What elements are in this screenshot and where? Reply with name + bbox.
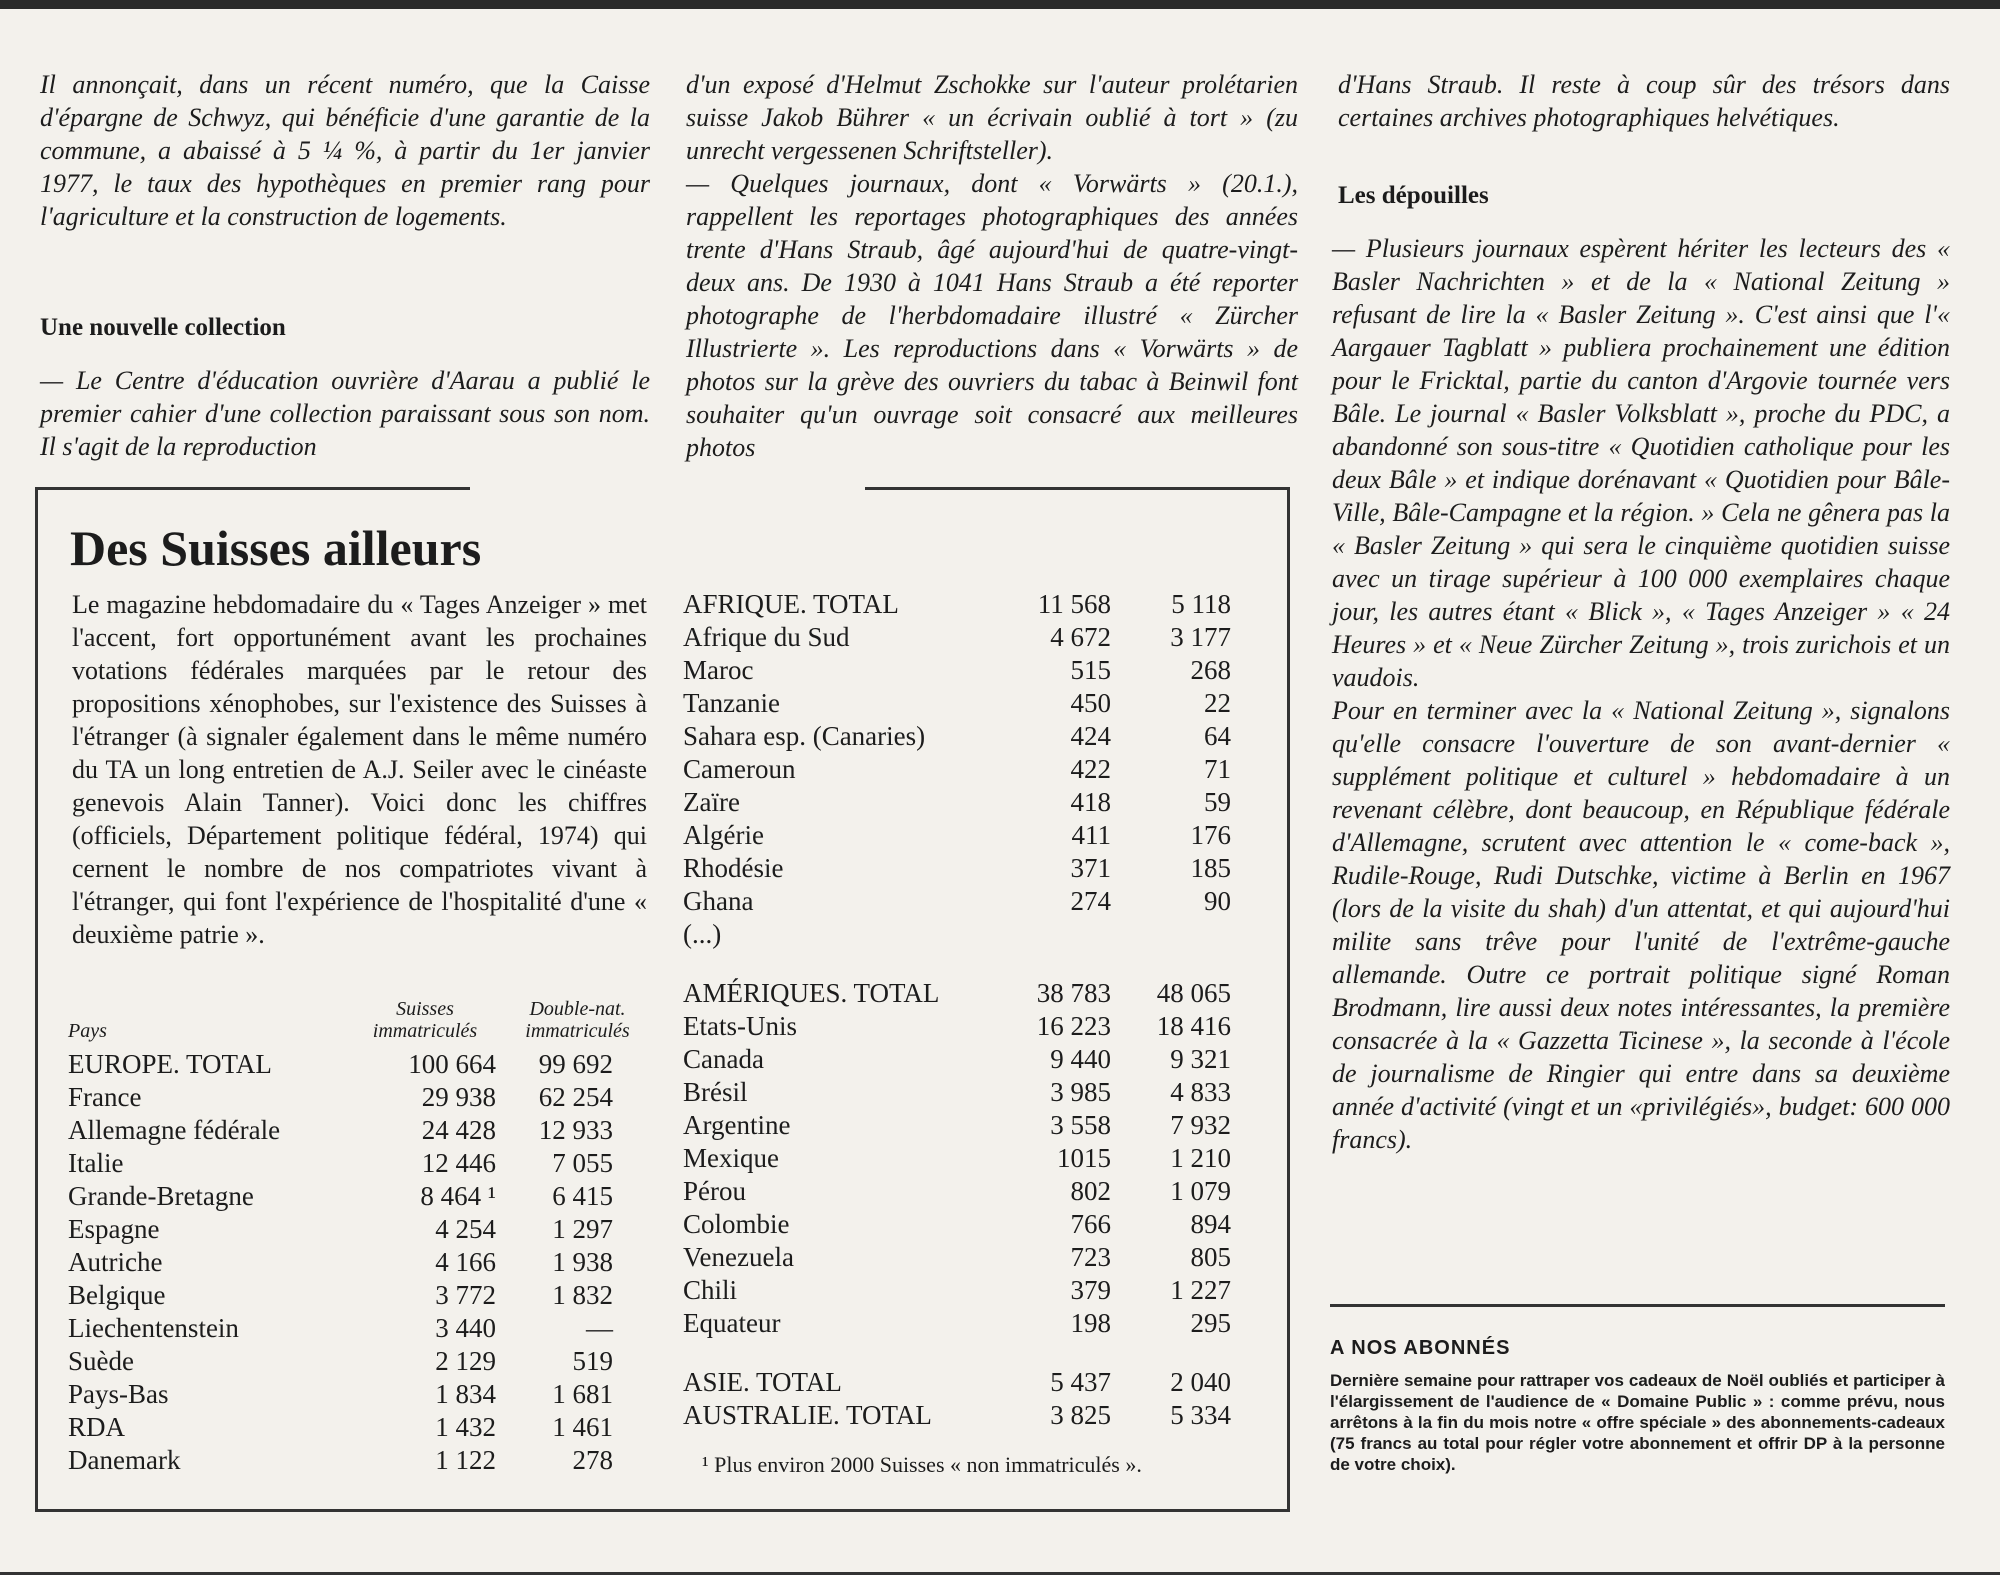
col1-heading: Une nouvelle collection [40,314,286,341]
table-row [68,1213,613,1246]
double-cell: 1 210 [1170,1143,1231,1173]
table-row [68,1378,613,1411]
suisses-cell: 3 440 [435,1313,496,1343]
double-cell: 1 079 [1170,1176,1231,1206]
double-cell: 64 [1204,721,1231,751]
country-cell: RDA [68,1412,126,1442]
suisses-cell [983,918,1111,951]
table-row [68,1180,613,1213]
table-row [683,1399,1231,1432]
double-cell: 5 334 [1170,1400,1231,1430]
suisses-cell: 424 [1070,721,1111,751]
autres-rows [683,1366,1231,1432]
double-cell: 71 [1204,754,1231,784]
table-row [683,885,1231,918]
double-cell: 1 297 [552,1214,613,1244]
double-cell: 4 833 [1170,1077,1231,1107]
country-cell: Ghana [683,886,754,916]
country-cell: EUROPE. TOTAL [68,1049,272,1079]
suisses-cell: 9 440 [1050,1044,1111,1074]
suisses-cell: 422 [1070,754,1111,784]
table-row [68,1312,613,1345]
table-row [683,1366,1231,1399]
country-cell: Etats-Unis [683,1011,797,1041]
suisses-cell: 4 672 [1050,622,1111,652]
suisses-cell: 371 [1070,853,1111,883]
country-cell: Cameroun [683,754,796,784]
header-suisses-line2: immatriculés [372,1020,478,1042]
table-row [683,918,1231,951]
suisses-cell: 3 825 [1050,1400,1111,1430]
suisses-cell: 723 [1070,1242,1111,1272]
table-row [683,1076,1231,1109]
table-row [683,1142,1231,1175]
suisses-cell: 766 [1070,1209,1111,1239]
double-cell [1111,918,1231,951]
double-cell: 1 681 [552,1379,613,1409]
country-cell: Pérou [683,1176,746,1206]
europe-rows [68,1048,613,1477]
double-cell: 176 [1190,820,1231,850]
double-cell: — [586,1313,613,1343]
suisses-cell: 100 664 [408,1049,496,1079]
abonnes-title: A NOS ABONNÉS [1330,1337,1511,1359]
column-1-bottom [40,364,650,463]
suisses-cell: 5 437 [1050,1367,1111,1397]
table-row [68,1279,613,1312]
double-cell: 62 254 [538,1082,613,1112]
double-cell: 18 416 [1156,1011,1231,1041]
table-row [68,1246,613,1279]
col3-heading: Les dépouilles [1338,182,1489,209]
table-row [683,1109,1231,1142]
double-cell: 99 692 [538,1049,613,1079]
suisses-cell: 12 446 [421,1148,496,1178]
country-cell: Equateur [683,1308,781,1338]
country-cell: Liechentenstein [68,1313,239,1343]
box-footnote: ¹ Plus environ 2000 Suisses « non immatriculés ». [702,1452,1142,1477]
bottom-edge [0,1572,2000,1588]
country-cell: Belgique [68,1280,166,1310]
country-cell: Rhodésie [683,853,784,883]
table-row [683,1241,1231,1274]
column-3-bottom [1332,232,1950,1156]
country-cell: Danemark [68,1445,181,1475]
table-row [68,1048,613,1081]
suisses-cell: 198 [1070,1308,1111,1338]
table-row [683,1208,1231,1241]
country-cell: Suède [68,1346,134,1376]
country-cell: Allemagne fédérale [68,1115,281,1145]
country-cell: Argentine [683,1110,791,1140]
double-cell: 268 [1190,655,1231,685]
suisses-cell: 1 122 [435,1445,496,1475]
double-cell: 3 177 [1170,622,1231,652]
table-row [68,1345,613,1378]
spacer-2 [683,1340,1231,1366]
suisses-cell: 38 783 [1036,978,1111,1008]
double-cell: 894 [1190,1209,1231,1239]
double-cell: 295 [1190,1308,1231,1338]
suisses-cell: 379 [1070,1275,1111,1305]
table-row [683,621,1231,654]
suisses-cell: 2 129 [435,1346,496,1376]
country-cell: Canada [683,1044,764,1074]
table-right [683,588,1231,1432]
table-row [683,1307,1231,1340]
country-cell: Maroc [683,655,754,685]
ameriques-rows [683,977,1231,1340]
double-cell: 185 [1190,853,1231,883]
double-cell: 22 [1204,688,1231,718]
table-row [68,1411,613,1444]
table-row [683,819,1231,852]
table-row [683,977,1231,1010]
table-row [683,1175,1231,1208]
double-cell: 7 932 [1170,1110,1231,1140]
column-1-top [40,68,650,233]
suisses-cell: 274 [1070,886,1111,916]
table-row [683,1010,1231,1043]
country-cell: Tanzanie [683,688,781,718]
double-cell: 7 055 [552,1148,613,1178]
country-cell: AMÉRIQUES. TOTAL [683,978,940,1008]
country-cell: Brésil [683,1077,748,1107]
double-cell: 2 040 [1170,1367,1231,1397]
suisses-cell: 1 432 [435,1412,496,1442]
double-cell: 1 461 [552,1412,613,1442]
col1-paragraph-2: — Le Centre d'éducation ouvrière d'Aarau a publié le premier cahier d'une collection paraissant sous son nom. Il s'agit de la reproduction [40,366,650,461]
country-cell: Sahara esp. (Canaries) [683,721,926,751]
box-title: Des Suisses ailleurs [70,520,482,576]
double-cell: 48 065 [1156,978,1231,1008]
double-cell: 12 933 [538,1115,613,1145]
country-cell: Afrique du Sud [683,622,850,652]
country-cell: France [68,1082,142,1112]
table-row [68,1081,613,1114]
country-cell: Espagne [68,1214,160,1244]
double-cell: 59 [1204,787,1231,817]
header-double-line2: immatriculés [525,1020,630,1042]
afrique-rows [683,588,1231,951]
suisses-cell: 1015 [1057,1143,1111,1173]
country-cell: ASIE. TOTAL [683,1367,842,1397]
country-cell: (...) [683,919,722,949]
col3-paragraph-2: — Plusieurs journaux espèrent hériter les lecteurs des « Basler Nachrichten » et de la « National Zeitung » refusant de lire la « Basler Zeitung ». C'est ainsi que l'« Aargauer Tagblatt » publiera prochainement une édition pour le Fricktal, partie du canton d'Argovie tournée vers Bâle. Le journal « Basler Volksblatt », proche du PDC, a abandonné son sous-titre « Quotidien catholique pour les deux Bâle » et indique dorénavant « Quotidien pour Bâle-Ville, Bâle-Campagne et la région. » Cela ne gênera pas la « Basler Zeitung » qui sera le cinquième quotidien suisse avec un tirage supérieur à 100 000 exemplaires chaque jour, les autres étant « Blick », « Tages Anzeiger » « 24 Heures » et « Neue Zürcher Zeitung », trois zurichois et un vaudois. [1332,234,1950,692]
suisses-cell: 3 985 [1050,1077,1111,1107]
country-cell: Zaïre [683,787,740,817]
suisses-cell: 11 568 [1037,589,1111,619]
header-suisses-line1: Suisses [396,998,454,1020]
col1-paragraph-1: Il annonçait, dans un récent numéro, que la Caisse d'épargne de Schwyz, qui bénéficie d'une garantie de la commune, a abaissé à 5 ¼ %, à partir du 1er janvier 1977, le taux des hypothèques en premier rang pour l'agriculture et la construction de logements. [40,70,650,231]
double-cell: 805 [1190,1242,1231,1272]
suisses-cell: 4 254 [435,1214,496,1244]
col3-paragraph-1: d'Hans Straub. Il reste à coup sûr des trésors dans certaines archives photographiques helvétiques. [1338,70,1950,132]
table-row [683,1043,1231,1076]
table-row [683,852,1231,885]
suisses-cell: 450 [1070,688,1111,718]
double-cell: 1 832 [552,1280,613,1310]
suisses-cell: 418 [1070,787,1111,817]
col3-paragraph-3: Pour en terminer avec la « National Zeitung », signalons qu'elle consacre l'ouverture de son avant-dernier « supplément politique et culturel » hebdomadaire à un revenant célèbre, dont beaucoup, en République fédérale d'Allemagne, scrutent avec attention le « come-back », Rudile-Rouge, Rudi Dutschke, victime à Berlin en 1967 (lors de la visite du shah) d'un attentat, et qui aujourd'hui milite sans trêve pour l'unité de l'extrême-gauche allemande. Outre ce portrait politique signé Roman Brodmann, lire aussi deux notes intéressantes, la première consacrée à la « Gazzetta Ticinese », la seconde à l'école de journalisme de Ringier qui entre dans sa deuxième année d'activité (vingt et un «privilégiés», budget: 600 000 francs). [1332,696,1950,1154]
suisses-cell: 802 [1070,1176,1111,1206]
abonnes-rule [1330,1304,1945,1307]
country-cell: Chili [683,1275,738,1305]
col2-paragraph-2: — Quelques journaux, dont « Vorwärts » (20.1.), rappellent les reportages photographiques des années trente d'Hans Straub, âgé aujourd'hui de quatre-vingt-deux ans. De 1930 à 1041 Hans Straub a été reporter photographe de l'herbdomadaire illustré « Zürcher Illustrierte ». Les reproductions dans « Vorwärts » de photos sur la grève des ouvriers du tabac à Beinwil font souhaiter qu'un ouvrage soit consacré aux meilleures photos [686,169,1298,462]
header-double [505,998,650,1042]
country-cell: Algérie [683,820,764,850]
country-cell: AUSTRALIE. TOTAL [683,1400,932,1430]
double-cell: 90 [1204,886,1231,916]
suisses-cell: 515 [1070,655,1111,685]
suisses-cell: 3 772 [435,1280,496,1310]
country-cell: Mexique [683,1143,779,1173]
abonnes-text: Dernière semaine pour rattraper vos cadeaux de Noël oubliés et participer à l'élargissement de l'audience de « Domaine Public » : comme prévu, nous arrêtons à la fin du mois notre « offre spéciale » des abonnements-cadeaux (75 francs au total pour régler votre abonnement et offrir DP à la personne de votre choix). [1330,1371,1945,1474]
suisses-cell: 24 428 [421,1115,496,1145]
top-edge [0,0,2000,9]
header-pays: Pays [68,1020,107,1042]
double-cell: 278 [572,1445,613,1475]
box-top-gap [470,484,865,494]
country-cell: Colombie [683,1209,790,1239]
country-cell: Venezuela [683,1242,794,1272]
suisses-cell: 1 834 [435,1379,496,1409]
table-row [683,687,1231,720]
header-suisses [350,998,500,1042]
table-row [683,654,1231,687]
double-cell: 1 227 [1170,1275,1231,1305]
table-row [683,753,1231,786]
suisses-cell: 16 223 [1036,1011,1111,1041]
column-3-top [1338,68,1950,134]
double-cell: 1 938 [552,1247,613,1277]
table-row [683,588,1231,621]
table-row [68,1147,613,1180]
table-row [68,1114,613,1147]
double-cell: 519 [572,1346,613,1376]
suisses-cell: 8 464 ¹ [420,1181,496,1211]
table-row [683,1274,1231,1307]
double-cell: 5 118 [1171,589,1231,619]
double-cell: 9 321 [1170,1044,1231,1074]
table-europe [68,1048,613,1477]
table-row [683,786,1231,819]
country-cell: Pays-Bas [68,1379,169,1409]
column-2 [686,68,1298,464]
col2-paragraph-1: d'un exposé d'Helmut Zschokke sur l'auteur prolétarien suisse Jakob Bührer « un écrivain oublié à tort » (zu unrecht vergessenen Schriftsteller). [686,70,1298,165]
suisses-cell: 411 [1071,820,1111,850]
country-cell: AFRIQUE. TOTAL [683,589,899,619]
suisses-cell: 29 938 [421,1082,496,1112]
country-cell: Autriche [68,1247,163,1277]
table-row [683,720,1231,753]
table-row [68,1444,613,1477]
suisses-cell: 3 558 [1050,1110,1111,1140]
country-cell: Grande-Bretagne [68,1181,254,1211]
double-cell: 6 415 [552,1181,613,1211]
suisses-cell: 4 166 [435,1247,496,1277]
header-double-line1: Double-nat. [529,998,626,1020]
spacer-1 [683,951,1231,977]
country-cell: Italie [68,1148,124,1178]
box-intro: Le magazine hebdomadaire du « Tages Anzeiger » met l'accent, fort opportunément avant les prochaines votations fédérales marquées par le retour des propositions xénophobes, sur l'existence des Suisses à l'étranger (à signaler également dans le même numéro du TA un long entretien de A.J. Seiler avec le cinéaste genevois Alain Tanner). Voici donc les chiffres (officiels, Département politique fédéral, 1974) qui cernent le nombre de nos compatriotes vivant à l'étranger, qui font l'expérience de l'hospitalité d'une « deuxième patrie ». [72,590,647,949]
